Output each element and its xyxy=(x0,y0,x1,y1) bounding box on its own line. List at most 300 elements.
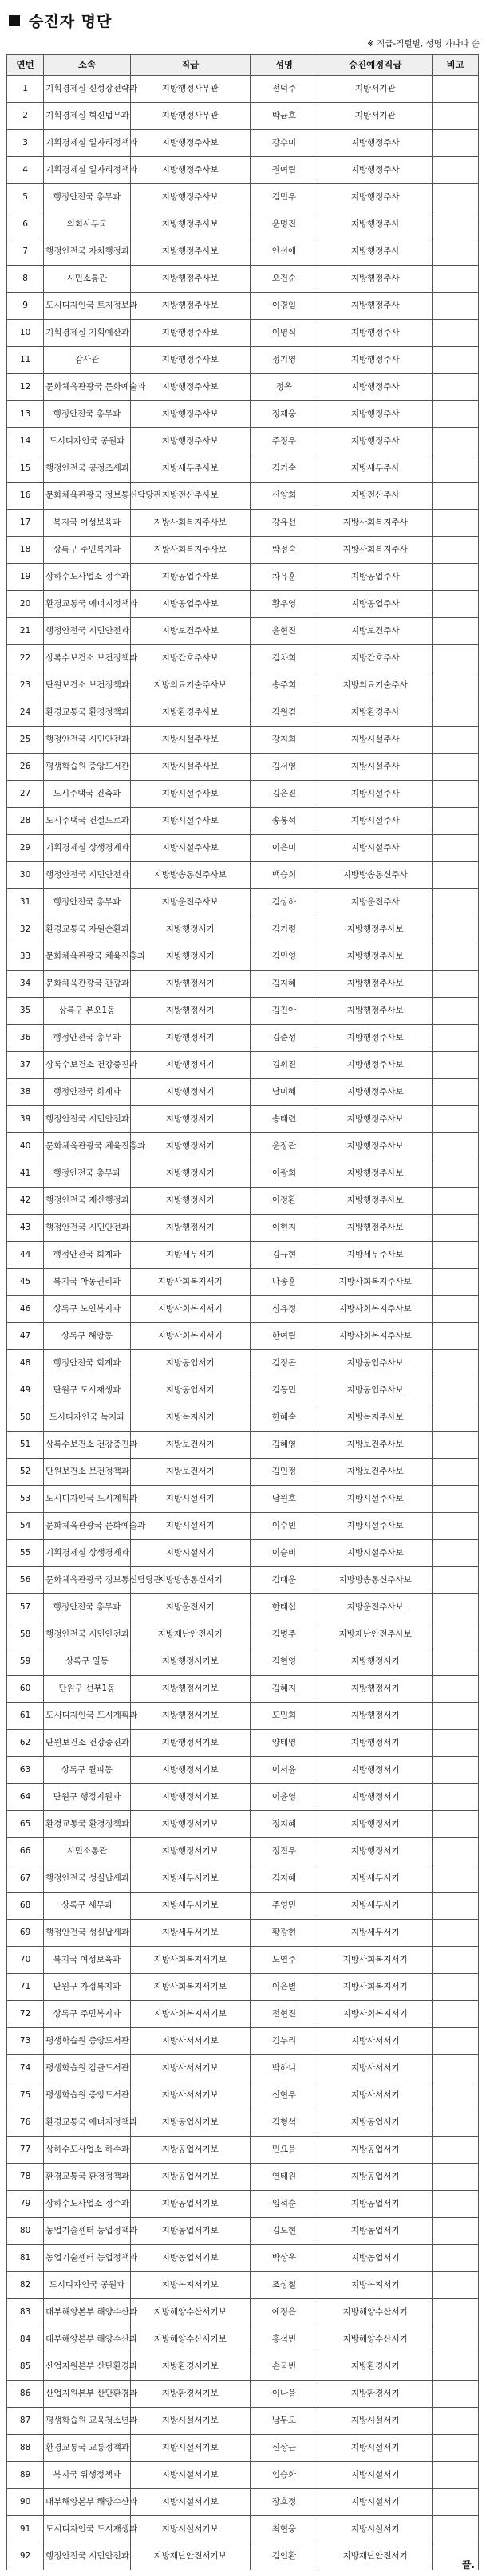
cell-department: 기획경제실 혁신법무과 xyxy=(44,103,131,130)
cell-department: 농업기술센터 농업정책과 xyxy=(44,2218,131,2245)
table-row xyxy=(7,1676,479,1703)
table-row xyxy=(7,672,479,699)
cell-new-rank: 지방행정주사보 xyxy=(318,1188,433,1215)
table-row xyxy=(7,564,479,591)
cell-department: 환경교통국 교통정책과 xyxy=(44,2435,131,2462)
cell-department: 행정안전국 시민안전과 xyxy=(44,2543,131,2570)
table-row xyxy=(7,1730,479,1757)
cell-new-rank: 지방행정서기 xyxy=(318,1648,433,1676)
table-row xyxy=(7,1269,479,1296)
cell-new-rank: 지방재난안전주사보 xyxy=(318,1621,433,1648)
cell-rank: 지방시설서기 xyxy=(130,1486,250,1513)
cell-remarks xyxy=(433,835,479,862)
cell-rank: 지방시설서기보 xyxy=(130,2435,250,2462)
cell-remarks xyxy=(433,916,479,943)
cell-no: 29 xyxy=(7,835,44,862)
cell-rank: 지방시설주사보 xyxy=(130,808,250,835)
cell-department: 행정안전국 총무과 xyxy=(44,1160,131,1188)
cell-rank: 지방사회복지서기보 xyxy=(130,1947,250,1974)
cell-new-rank: 지방행정주사 xyxy=(318,266,433,293)
table-row xyxy=(7,1648,479,1676)
cell-rank: 지방행정서기 xyxy=(130,1106,250,1133)
cell-remarks xyxy=(433,2055,479,2082)
cell-no: 15 xyxy=(7,455,44,483)
cell-no: 52 xyxy=(7,1459,44,1486)
cell-rank: 지방행정서기 xyxy=(130,1079,250,1106)
cell-remarks xyxy=(433,645,479,672)
cell-name: 박균호 xyxy=(250,103,318,130)
cell-no: 25 xyxy=(7,727,44,754)
cell-no: 83 xyxy=(7,2299,44,2326)
cell-department: 시민소통관 xyxy=(44,1838,131,1865)
cell-name: 김민영 xyxy=(250,943,318,971)
cell-new-rank: 지방행정주사보 xyxy=(318,943,433,971)
cell-new-rank: 지방시설서기 xyxy=(318,2408,433,2435)
cell-no: 90 xyxy=(7,2489,44,2516)
cell-remarks xyxy=(433,1676,479,1703)
cell-rank: 지방행정서기보 xyxy=(130,1757,250,1784)
cell-rank: 지방사회복지주사보 xyxy=(130,510,250,537)
end-mark: 끝. xyxy=(461,2559,475,2570)
cell-department: 기획경제실 신성장전략과 xyxy=(44,76,131,103)
table-row xyxy=(7,2109,479,2137)
cell-remarks xyxy=(433,1567,479,1594)
table-row xyxy=(7,998,479,1025)
cell-rank: 지방사서서기보 xyxy=(130,2055,250,2082)
cell-remarks xyxy=(433,184,479,211)
cell-name: 한여림 xyxy=(250,1323,318,1350)
cell-remarks xyxy=(433,889,479,916)
cell-name: 민요을 xyxy=(250,2137,318,2164)
cell-new-rank: 지방행정주사보 xyxy=(318,1215,433,1242)
table-row xyxy=(7,699,479,727)
table-row xyxy=(7,320,479,347)
cell-no: 89 xyxy=(7,2462,44,2489)
cell-name: 남원호 xyxy=(250,1486,318,1513)
cell-remarks xyxy=(433,699,479,727)
cell-department: 행정안전국 시민안전과 xyxy=(44,1106,131,1133)
table-row xyxy=(7,781,479,808)
cell-rank: 지방사회복지서기보 xyxy=(130,2001,250,2028)
table-row xyxy=(7,1459,479,1486)
cell-rank: 지방공업서기보 xyxy=(130,2191,250,2218)
cell-rank: 지방시설주사보 xyxy=(130,754,250,781)
cell-new-rank: 지방사회복지주사보 xyxy=(318,1296,433,1323)
cell-remarks xyxy=(433,1323,479,1350)
cell-name: 김병주 xyxy=(250,1621,318,1648)
cell-department: 상록구 일동 xyxy=(44,1648,131,1676)
cell-name: 김기령 xyxy=(250,916,318,943)
cell-name: 이정환 xyxy=(250,1188,318,1215)
cell-new-rank: 지방시설주사 xyxy=(318,727,433,754)
cell-no: 55 xyxy=(7,1540,44,1567)
cell-department: 문화체육관광국 관광과 xyxy=(44,971,131,998)
cell-remarks xyxy=(433,2137,479,2164)
cell-remarks xyxy=(433,1269,479,1296)
cell-new-rank: 지방행정주사 xyxy=(318,238,433,266)
cell-no: 53 xyxy=(7,1486,44,1513)
cell-rank: 지방세무서기 xyxy=(130,1242,250,1269)
table-row xyxy=(7,1215,479,1242)
cell-remarks xyxy=(433,1242,479,1269)
cell-department: 문화체육관광국 정보통신담당관 xyxy=(44,1567,131,1594)
cell-department: 상하수도사업소 정수과 xyxy=(44,564,131,591)
cell-name: 강수미 xyxy=(250,130,318,157)
cell-new-rank: 지방행정주사 xyxy=(318,157,433,184)
cell-new-rank: 지방행정주사 xyxy=(318,374,433,401)
cell-new-rank: 지방행정주사보 xyxy=(318,916,433,943)
cell-new-rank: 지방사회복지주사 xyxy=(318,537,433,564)
cell-rank: 지방행정주사보 xyxy=(130,293,250,320)
cell-new-rank: 지방전산주사 xyxy=(318,483,433,510)
cell-no: 22 xyxy=(7,645,44,672)
cell-remarks xyxy=(433,1540,479,1567)
cell-name: 이서윤 xyxy=(250,1757,318,1784)
cell-rank: 지방방송통신주사보 xyxy=(130,862,250,889)
cell-rank: 지방행정사무관 xyxy=(130,76,250,103)
table-row xyxy=(7,1838,479,1865)
cell-department: 농업기술센터 농업정책과 xyxy=(44,2245,131,2272)
cell-department: 행정안전국 공정조세과 xyxy=(44,455,131,483)
cell-department: 행정안전국 총무과 xyxy=(44,1594,131,1621)
cell-department: 복지국 위생정책과 xyxy=(44,2462,131,2489)
table-row xyxy=(7,1757,479,1784)
cell-new-rank: 지방사회복지서기 xyxy=(318,1974,433,2001)
cell-name: 이윤영 xyxy=(250,1784,318,1811)
cell-no: 91 xyxy=(7,2516,44,2543)
cell-department: 단원구 행정지원과 xyxy=(44,1784,131,1811)
cell-new-rank: 지방해양수산서기 xyxy=(318,2299,433,2326)
cell-new-rank: 지방운전주사보 xyxy=(318,1594,433,1621)
cell-rank: 지방공업서기보 xyxy=(130,2164,250,2191)
cell-no: 18 xyxy=(7,537,44,564)
cell-name: 김은진 xyxy=(250,781,318,808)
cell-rank: 지방행정서기 xyxy=(130,998,250,1025)
table-row xyxy=(7,2082,479,2109)
cell-no: 21 xyxy=(7,618,44,645)
cell-name: 김혜영 xyxy=(250,1432,318,1459)
cell-remarks xyxy=(433,672,479,699)
cell-rank: 지방보건서기 xyxy=(130,1432,250,1459)
cell-rank: 지방시설서기 xyxy=(130,1540,250,1567)
table-row xyxy=(7,537,479,564)
cell-rank: 지방행정서기보 xyxy=(130,1676,250,1703)
cell-department: 행정안전국 재산행정과 xyxy=(44,1188,131,1215)
cell-rank: 지방환경서기보 xyxy=(130,2381,250,2408)
cell-name: 이나율 xyxy=(250,2381,318,2408)
cell-rank: 지방보건주사보 xyxy=(130,618,250,645)
cell-remarks xyxy=(433,130,479,157)
cell-rank: 지방해양수산서기보 xyxy=(130,2326,250,2353)
table-row xyxy=(7,1350,479,1377)
cell-new-rank: 지방행정주사 xyxy=(318,320,433,347)
cell-remarks xyxy=(433,781,479,808)
cell-new-rank: 지방시설주사 xyxy=(318,835,433,862)
cell-rank: 지방행정서기 xyxy=(130,943,250,971)
cell-remarks xyxy=(433,1621,479,1648)
cell-new-rank: 지방행정서기 xyxy=(318,1676,433,1703)
cell-rank: 지방행정주사보 xyxy=(130,428,250,455)
cell-name: 황광현 xyxy=(250,1920,318,1947)
cell-new-rank: 지방사서서기 xyxy=(318,2028,433,2055)
cell-new-rank: 지방행정주사보 xyxy=(318,998,433,1025)
cell-name: 송주희 xyxy=(250,672,318,699)
cell-department: 환경교통국 환경정책과 xyxy=(44,1811,131,1838)
cell-name: 도연주 xyxy=(250,1947,318,1974)
cell-name: 이경임 xyxy=(250,293,318,320)
cell-rank: 지방공업서기보 xyxy=(130,2137,250,2164)
cell-name: 주정우 xyxy=(250,428,318,455)
table-row xyxy=(7,2353,479,2381)
cell-new-rank: 지방행정서기 xyxy=(318,1703,433,1730)
cell-name: 김누리 xyxy=(250,2028,318,2055)
cell-rank: 지방세무주사보 xyxy=(130,455,250,483)
cell-new-rank: 지방환경서기 xyxy=(318,2381,433,2408)
cell-remarks xyxy=(433,428,479,455)
cell-department: 상록구 주민복지과 xyxy=(44,537,131,564)
cell-remarks xyxy=(433,374,479,401)
cell-rank: 지방행정서기보 xyxy=(130,1648,250,1676)
cell-department: 평생학습원 중앙도서관 xyxy=(44,754,131,781)
cell-new-rank: 지방보건주사보 xyxy=(318,1459,433,1486)
cell-new-rank: 지방공업서기 xyxy=(318,2164,433,2191)
table-row xyxy=(7,1025,479,1052)
cell-no: 24 xyxy=(7,699,44,727)
cell-new-rank: 지방공업서기 xyxy=(318,2191,433,2218)
cell-new-rank: 지방녹지서기 xyxy=(318,2272,433,2299)
cell-name: 운장관 xyxy=(250,1133,318,1160)
table-row xyxy=(7,184,479,211)
cell-rank: 지방재난안전서기 xyxy=(130,1621,250,1648)
cell-name: 전덕주 xyxy=(250,76,318,103)
cell-no: 44 xyxy=(7,1242,44,1269)
cell-remarks xyxy=(433,618,479,645)
table-row xyxy=(7,2164,479,2191)
table-row xyxy=(7,808,479,835)
cell-no: 30 xyxy=(7,862,44,889)
cell-name: 홍석빈 xyxy=(250,2326,318,2353)
cell-department: 상록구 월피동 xyxy=(44,1757,131,1784)
cell-name: 김준성 xyxy=(250,1025,318,1052)
table-row xyxy=(7,1920,479,1947)
cell-new-rank: 지방행정주사보 xyxy=(318,1160,433,1188)
cell-rank: 지방사회복지서기 xyxy=(130,1323,250,1350)
cell-name: 송봉석 xyxy=(250,808,318,835)
table-row xyxy=(7,510,479,537)
cell-name: 박정숙 xyxy=(250,537,318,564)
cell-rank: 지방공업서기보 xyxy=(130,2109,250,2137)
cell-remarks xyxy=(433,971,479,998)
cell-name: 한혜숙 xyxy=(250,1404,318,1432)
cell-new-rank: 지방농업서기 xyxy=(318,2218,433,2245)
table-row xyxy=(7,971,479,998)
cell-new-rank: 지방행정주사보 xyxy=(318,1133,433,1160)
cell-no: 54 xyxy=(7,1513,44,1540)
cell-no: 45 xyxy=(7,1269,44,1296)
cell-name: 이광희 xyxy=(250,1160,318,1188)
cell-no: 72 xyxy=(7,2001,44,2028)
table-row xyxy=(7,943,479,971)
cell-no: 6 xyxy=(7,211,44,238)
cell-remarks xyxy=(433,2218,479,2245)
cell-no: 74 xyxy=(7,2055,44,2082)
cell-rank: 지방행정주사보 xyxy=(130,347,250,374)
table-row xyxy=(7,1052,479,1079)
cell-new-rank: 지방해양수산서기 xyxy=(318,2326,433,2353)
cell-remarks xyxy=(433,943,479,971)
cell-rank: 지방운전주사보 xyxy=(130,889,250,916)
cell-new-rank: 지방행정주사 xyxy=(318,211,433,238)
cell-rank: 지방사서서기보 xyxy=(130,2028,250,2055)
cell-department: 환경교통국 에너지정책과 xyxy=(44,591,131,618)
cell-no: 12 xyxy=(7,374,44,401)
table-body xyxy=(7,76,479,2570)
table-row xyxy=(7,347,479,374)
cell-department: 단원구 선부1동 xyxy=(44,1676,131,1703)
cell-name: 신현우 xyxy=(250,2082,318,2109)
cell-remarks xyxy=(433,455,479,483)
cell-new-rank: 지방방송통신주사 xyxy=(318,862,433,889)
cell-department: 도시주택국 건축과 xyxy=(44,781,131,808)
cell-name: 손국빈 xyxy=(250,2353,318,2381)
cell-rank: 지방행정주사보 xyxy=(130,130,250,157)
cell-remarks xyxy=(433,1974,479,2001)
table-row xyxy=(7,483,479,510)
cell-rank: 지방시설서기보 xyxy=(130,2516,250,2543)
cell-department: 상록수보건소 건강증진과 xyxy=(44,1052,131,1079)
cell-department: 대부해양본부 해양수산과 xyxy=(44,2326,131,2353)
cell-no: 42 xyxy=(7,1188,44,1215)
cell-name: 남미혜 xyxy=(250,1079,318,1106)
cell-rank: 지방보건서기 xyxy=(130,1459,250,1486)
table-row xyxy=(7,916,479,943)
cell-name: 김휘진 xyxy=(250,1052,318,1079)
cell-remarks xyxy=(433,2001,479,2028)
cell-new-rank: 지방행정주사보 xyxy=(318,1079,433,1106)
cell-rank: 지방행정서기 xyxy=(130,1215,250,1242)
cell-no: 86 xyxy=(7,2381,44,2408)
cell-department: 단원보건소 보건정책과 xyxy=(44,672,131,699)
cell-department: 상록구 해양동 xyxy=(44,1323,131,1350)
table-row xyxy=(7,1811,479,1838)
cell-new-rank: 지방공업주사보 xyxy=(318,1377,433,1404)
cell-remarks xyxy=(433,1133,479,1160)
cell-remarks xyxy=(433,1594,479,1621)
cell-no: 81 xyxy=(7,2245,44,2272)
cell-name: 이현지 xyxy=(250,1215,318,1242)
cell-rank: 지방행정서기보 xyxy=(130,1730,250,1757)
cell-name: 김민우 xyxy=(250,184,318,211)
cell-department: 행정안전국 회계과 xyxy=(44,1079,131,1106)
cell-remarks xyxy=(433,1784,479,1811)
cell-remarks xyxy=(433,1486,479,1513)
cell-rank: 지방사회복지서기 xyxy=(130,1296,250,1323)
cell-name: 황우영 xyxy=(250,591,318,618)
cell-rank: 지방녹지서기 xyxy=(130,1404,250,1432)
cell-remarks xyxy=(433,211,479,238)
cell-name: 김지혜 xyxy=(250,971,318,998)
table-row xyxy=(7,293,479,320)
cell-name: 김도현 xyxy=(250,2218,318,2245)
cell-department: 상하수도사업소 하수과 xyxy=(44,2137,131,2164)
cell-remarks xyxy=(433,1703,479,1730)
promotion-table xyxy=(6,54,479,2570)
cell-no: 2 xyxy=(7,103,44,130)
cell-no: 38 xyxy=(7,1079,44,1106)
cell-department: 기획경제실 기획예산과 xyxy=(44,320,131,347)
cell-name: 김정곤 xyxy=(250,1350,318,1377)
table-row xyxy=(7,2001,479,2028)
cell-new-rank: 지방행정주사보 xyxy=(318,1106,433,1133)
cell-name: 도민희 xyxy=(250,1703,318,1730)
cell-no: 13 xyxy=(7,401,44,428)
table-row xyxy=(7,862,479,889)
cell-new-rank: 지방공업서기 xyxy=(318,2137,433,2164)
cell-remarks xyxy=(433,1865,479,1893)
cell-rank: 지방세무서기보 xyxy=(130,1893,250,1920)
cell-name: 예정은 xyxy=(250,2299,318,2326)
cell-name: 임승화 xyxy=(250,2462,318,2489)
cell-department: 대부해양본부 해양수산과 xyxy=(44,2299,131,2326)
cell-remarks xyxy=(433,727,479,754)
cell-rank: 지방행정서기보 xyxy=(130,1784,250,1811)
table-row xyxy=(7,238,479,266)
cell-department: 문화체육관광국 문화예술과 xyxy=(44,1513,131,1540)
cell-name: 정기영 xyxy=(250,347,318,374)
header-no: 연번 xyxy=(7,55,44,76)
table-row xyxy=(7,1079,479,1106)
cell-rank: 지방간호주사보 xyxy=(130,645,250,672)
cell-rank: 지방의료기술주사보 xyxy=(130,672,250,699)
cell-no: 17 xyxy=(7,510,44,537)
cell-no: 87 xyxy=(7,2408,44,2435)
cell-name: 최현웅 xyxy=(250,2516,318,2543)
cell-no: 67 xyxy=(7,1865,44,1893)
cell-new-rank: 지방세무주사보 xyxy=(318,1242,433,1269)
cell-no: 19 xyxy=(7,564,44,591)
cell-rank: 지방행정주사보 xyxy=(130,374,250,401)
cell-department: 행정안전국 시민안전과 xyxy=(44,862,131,889)
cell-department: 문화체육관광국 체육진흥과 xyxy=(44,1133,131,1160)
table-row xyxy=(7,1106,479,1133)
cell-new-rank: 지방공업주사 xyxy=(318,564,433,591)
cell-rank: 지방운전서기 xyxy=(130,1594,250,1621)
cell-department: 도시디자인국 토지정보과 xyxy=(44,293,131,320)
cell-name: 박상욱 xyxy=(250,2245,318,2272)
cell-new-rank: 지방보건주사 xyxy=(318,618,433,645)
cell-new-rank: 지방행정주사 xyxy=(318,184,433,211)
cell-name: 신양희 xyxy=(250,483,318,510)
cell-remarks xyxy=(433,401,479,428)
cell-remarks xyxy=(433,1757,479,1784)
cell-no: 65 xyxy=(7,1811,44,1838)
cell-name: 오건순 xyxy=(250,266,318,293)
cell-rank: 지방전산주사보 xyxy=(130,483,250,510)
table-row xyxy=(7,2245,479,2272)
cell-new-rank: 지방방송통신주사보 xyxy=(318,1567,433,1594)
header-name: 성명 xyxy=(250,55,318,76)
cell-department: 감사관 xyxy=(44,347,131,374)
cell-remarks xyxy=(433,1811,479,1838)
cell-department: 평생학습원 교육청소년과 xyxy=(44,2408,131,2435)
cell-department: 평생학습원 감골도서관 xyxy=(44,2055,131,2082)
cell-remarks xyxy=(433,320,479,347)
cell-remarks xyxy=(433,1377,479,1404)
cell-rank: 지방농업서기보 xyxy=(130,2245,250,2272)
cell-remarks xyxy=(433,2245,479,2272)
cell-no: 11 xyxy=(7,347,44,374)
cell-department: 상하수도사업소 정수과 xyxy=(44,2191,131,2218)
